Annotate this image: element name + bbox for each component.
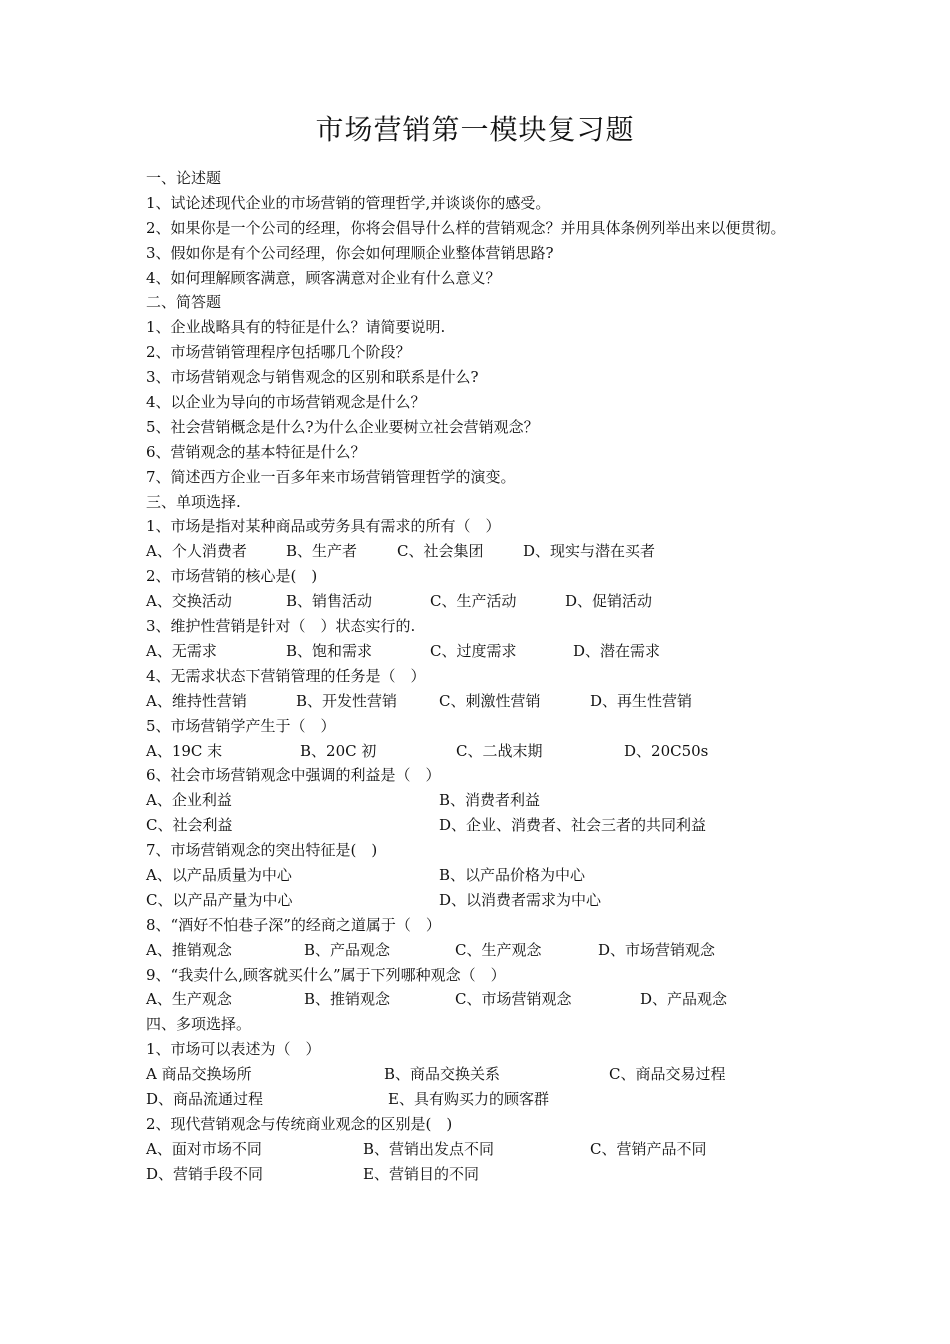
option-d: D、企业、消费者、社会三者的共同利益 [439, 816, 707, 835]
question-stem: 2、市场营销的核心是( ) [146, 567, 318, 586]
page-title: 市场营销第一模块复习题 [315, 113, 635, 146]
option-a: A、生产观念 [146, 990, 232, 1009]
question-text: 5、社会营销概念是什么?为什么企业要树立社会营销观念？ [146, 417, 539, 436]
option-a: A、推销观念 [146, 940, 232, 959]
option-d: D、商品流通过程 [146, 1089, 264, 1108]
option-a: A 商品交换场所 [146, 1065, 252, 1084]
option-c: C、市场营销观念 [455, 990, 572, 1009]
question-text: 2、市场营销管理程序包括哪几个阶段？ [146, 343, 411, 362]
question-text: 6、营销观念的基本特征是什么？ [146, 442, 366, 461]
option-a: A、以产品质量为中心 [146, 865, 292, 884]
option-d: D、促销活动 [565, 592, 653, 611]
question-stem: 3、维护性营销是针对（ ）状态实行的. [146, 617, 416, 636]
options-row [146, 1137, 810, 1162]
option-c: C、社会利益 [146, 816, 233, 835]
option-c: C、过度需求 [430, 641, 517, 660]
option-a: A、面对市场不同 [146, 1139, 262, 1158]
option-d: D、以消费者需求为中心 [439, 890, 602, 909]
question-stem: 5、市场营销学产生于（ ） [146, 716, 336, 735]
option-c: C、刺激性营销 [439, 691, 541, 710]
option-e: E、营销目的不同 [363, 1164, 479, 1183]
option-c: C、生产观念 [455, 940, 542, 959]
option-d: D、营销手段不同 [146, 1164, 264, 1183]
option-e: E、具有购买力的顾客群 [388, 1089, 549, 1108]
question-stem: 2、现代营销观念与传统商业观念的区别是( ) [146, 1114, 453, 1133]
options-row [146, 1087, 810, 1112]
option-d: D、市场营销观念 [598, 940, 716, 959]
options-row [146, 1162, 810, 1187]
options-row [146, 689, 810, 714]
option-c: C、社会集团 [397, 542, 484, 561]
option-b: B、消费者利益 [439, 791, 541, 810]
option-b: B、开发性营销 [296, 691, 398, 710]
option-b: B、销售活动 [286, 592, 373, 611]
question-text: 1、试论述现代企业的市场营销的管理哲学,并谈谈你的感受。 [146, 193, 551, 212]
option-d: D、产品观念 [640, 990, 728, 1009]
question-stem: 8、“酒好不怕巷子深”的经商之道属于（ ） [146, 915, 441, 934]
option-b: B、营销出发点不同 [363, 1139, 495, 1158]
question-text: 2、如果你是一个公司的经理，你将会倡导什么样的营销观念？并用具体条例列举出来以便贯彻。 [146, 218, 786, 237]
question-text: 3、市场营销观念与销售观念的区别和联系是什么? [146, 368, 479, 387]
question-stem: 6、社会市场营销观念中强调的利益是（ ） [146, 766, 441, 785]
option-b: B、饱和需求 [286, 641, 373, 660]
option-a: A、交换活动 [146, 592, 232, 611]
question-stem: 1、市场可以表述为（ ） [146, 1040, 321, 1059]
section-heading-multi: 四、多项选择。 [146, 1015, 252, 1034]
option-b: B、生产者 [286, 542, 358, 561]
option-b: B、推销观念 [304, 990, 391, 1009]
question-stem: 4、无需求状态下营销管理的任务是（ ） [146, 666, 426, 685]
options-row [146, 938, 810, 963]
options-row [146, 739, 810, 764]
option-d: D、再生性营销 [590, 691, 693, 710]
question-stem: 9、“我卖什么,顾客就买什么”属于下列哪种观念（ ） [146, 965, 506, 984]
option-d: D、潜在需求 [573, 641, 661, 660]
question-stem: 1、市场是指对某种商品或劳务具有需求的所有（ ） [146, 517, 501, 536]
option-a: A、企业利益 [146, 791, 232, 810]
option-c: C、以产品产量为中心 [146, 890, 293, 909]
option-a: A、个人消费者 [146, 542, 247, 561]
options-row [146, 539, 810, 564]
document-body [146, 166, 810, 1187]
options-row [146, 589, 810, 614]
option-a: A、无需求 [146, 641, 217, 660]
options-row [146, 639, 810, 664]
options-row [146, 788, 810, 813]
options-row [146, 987, 810, 1012]
option-b: B、以产品价格为中心 [439, 865, 586, 884]
option-b: B、20C 初 [300, 741, 377, 760]
question-text: 4、如何理解顾客满意，顾客满意对企业有什么意义？ [146, 268, 501, 287]
option-c: C、营销产品不同 [590, 1139, 707, 1158]
question-text: 4、以企业为导向的市场营销观念是什么？ [146, 393, 426, 412]
option-d: D、20C50s [624, 741, 709, 760]
section-heading-single: 三、单项选择. [146, 492, 241, 511]
options-row [146, 813, 810, 838]
option-b: B、商品交换关系 [384, 1065, 501, 1084]
section-heading-short: 二、简答题 [146, 293, 222, 312]
options-row [146, 1062, 810, 1087]
option-d: D、现实与潜在买者 [523, 542, 656, 561]
option-a: A、19C 末 [146, 741, 223, 760]
option-c: C、商品交易过程 [609, 1065, 726, 1084]
option-c: C、二战末期 [456, 741, 543, 760]
section-heading-essay: 一、论述题 [146, 169, 222, 187]
question-text: 7、简述西方企业一百多年来市场营销管理哲学的演变。 [146, 467, 516, 486]
option-a: A、维持性营销 [146, 691, 247, 710]
question-stem: 7、市场营销观念的突出特征是( ) [146, 841, 378, 860]
options-row [146, 888, 810, 913]
question-text: 3、假如你是有个公司经理，你会如何理顺企业整体营销思路? [146, 243, 554, 262]
question-text: 1、企业战略具有的特征是什么？请简要说明. [146, 318, 446, 337]
option-b: B、产品观念 [304, 940, 391, 959]
options-row [146, 863, 810, 888]
option-c: C、生产活动 [430, 592, 517, 611]
